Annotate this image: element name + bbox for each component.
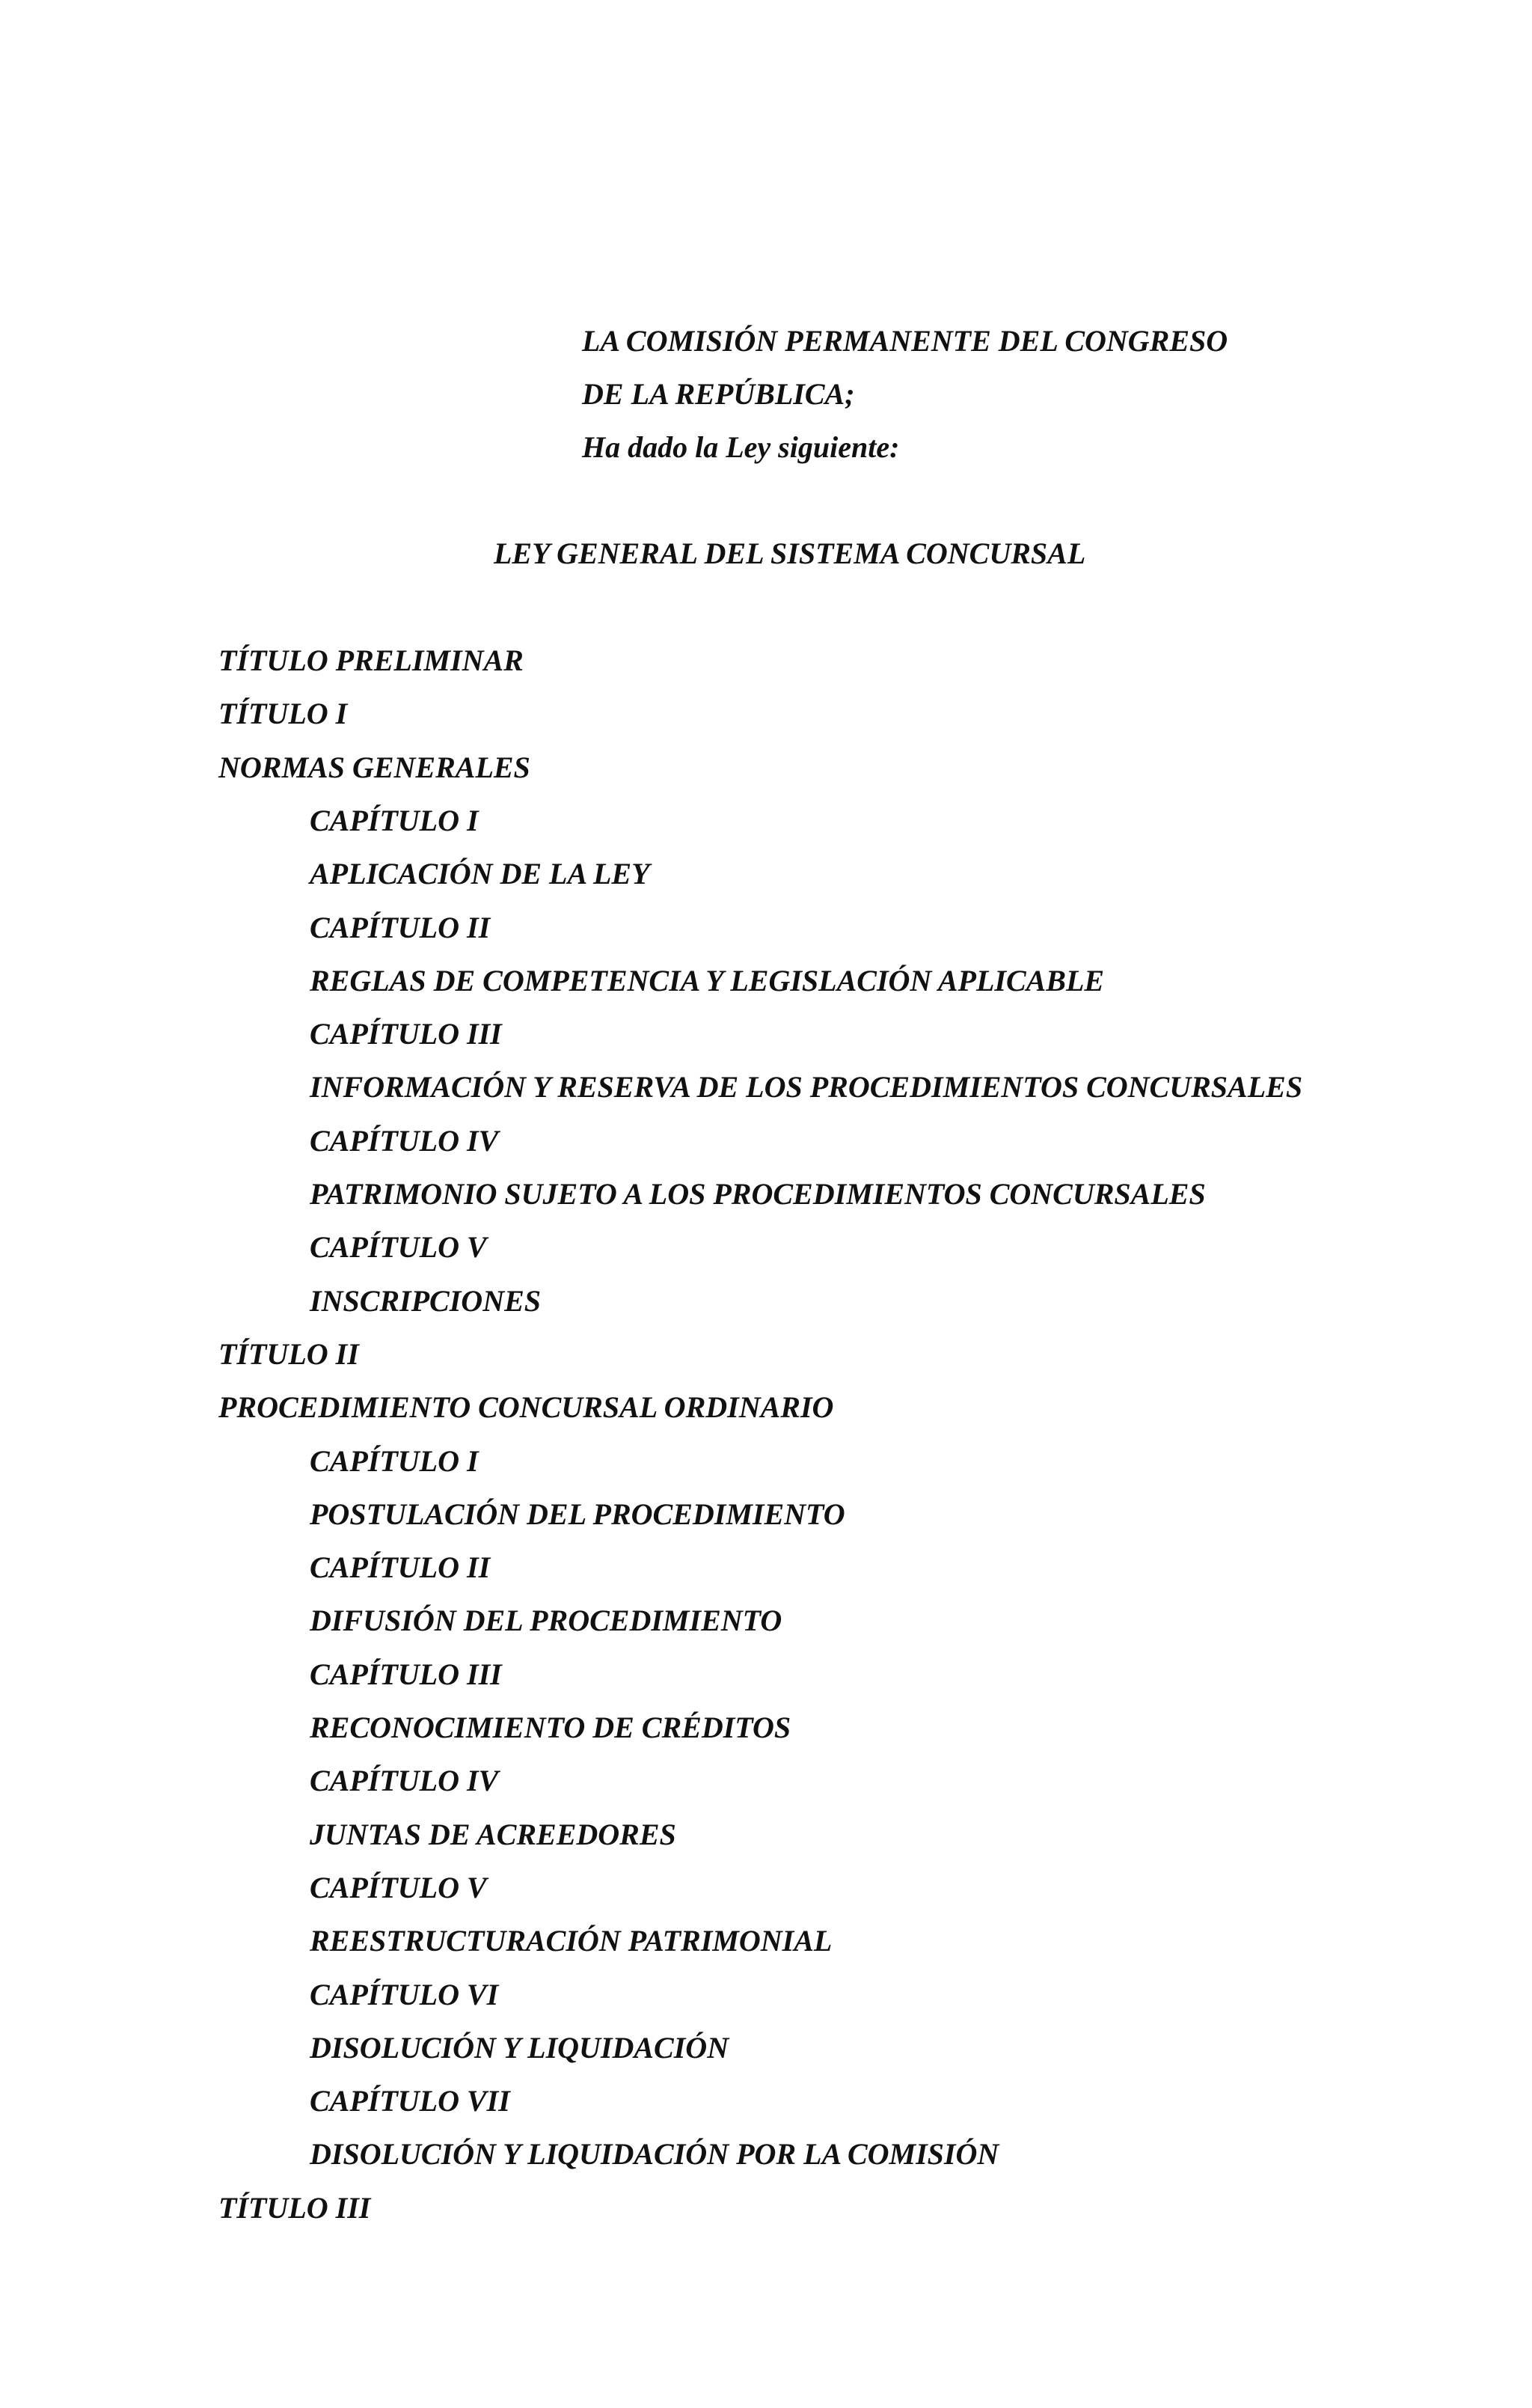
toc-chapter-entry: CAPÍTULO I xyxy=(310,1444,479,1478)
toc-chapter-entry: REGLAS DE COMPETENCIA Y LEGISLACIÓN APLICABLE xyxy=(310,964,1105,997)
toc-chapter-entry: DISOLUCIÓN Y LIQUIDACIÓN xyxy=(310,2031,729,2065)
toc-chapter-entry: INFORMACIÓN Y RESERVA DE LOS PROCEDIMIENTOS CONCURSALES xyxy=(310,1070,1303,1104)
header-line-3: Ha dado la Ley siguiente: xyxy=(582,430,900,464)
toc-chapter-entry: DIFUSIÓN DEL PROCEDIMIENTO xyxy=(310,1604,782,1637)
toc-chapter-entry: APLICACIÓN DE LA LEY xyxy=(310,857,650,890)
header-line-2: DE LA REPÚBLICA; xyxy=(582,377,855,411)
toc-chapter-entry: CAPÍTULO VII xyxy=(310,2084,510,2118)
toc-chapter-entry: CAPÍTULO III xyxy=(310,1657,502,1691)
toc-title-entry: TÍTULO II xyxy=(218,1337,359,1371)
toc-chapter-entry: RECONOCIMIENTO DE CRÉDITOS xyxy=(310,1711,791,1744)
toc-chapter-entry: CAPÍTULO VI xyxy=(310,1978,499,2011)
toc-title-entry: TÍTULO III xyxy=(218,2191,371,2225)
toc-chapter-entry: CAPÍTULO V xyxy=(310,1230,487,1264)
toc-chapter-entry: CAPÍTULO I xyxy=(310,804,479,837)
toc-chapter-entry: CAPÍTULO IV xyxy=(310,1764,499,1797)
toc-chapter-entry: INSCRIPCIONES xyxy=(310,1284,542,1318)
toc-title-entry: NORMAS GENERALES xyxy=(218,751,530,784)
law-title: LEY GENERAL DEL SISTEMA CONCURSAL xyxy=(494,537,1086,570)
toc-chapter-entry: CAPÍTULO V xyxy=(310,1871,487,1904)
toc-chapter-entry: PATRIMONIO SUJETO A LOS PROCEDIMIENTOS CONCURSALES xyxy=(310,1177,1206,1211)
toc-chapter-entry: POSTULACIÓN DEL PROCEDIMIENTO xyxy=(310,1497,845,1531)
toc-chapter-entry: CAPÍTULO III xyxy=(310,1017,502,1051)
toc-chapter-entry: REESTRUCTURACIÓN PATRIMONIAL xyxy=(310,1924,833,1958)
header-line-1: LA COMISIÓN PERMANENTE DEL CONGRESO xyxy=(582,324,1228,358)
toc-chapter-entry: DISOLUCIÓN Y LIQUIDACIÓN POR LA COMISIÓN xyxy=(310,2137,999,2171)
toc-title-entry: PROCEDIMIENTO CONCURSAL ORDINARIO xyxy=(218,1390,834,1424)
toc-chapter-entry: JUNTAS DE ACREEDORES xyxy=(310,1818,676,1851)
toc-chapter-entry: CAPÍTULO II xyxy=(310,1550,491,1584)
toc-title-entry: TÍTULO I xyxy=(218,697,348,730)
toc-chapter-entry: CAPÍTULO II xyxy=(310,911,491,944)
toc-title-entry: TÍTULO PRELIMINAR xyxy=(218,644,524,677)
toc-chapter-entry: CAPÍTULO IV xyxy=(310,1124,499,1158)
